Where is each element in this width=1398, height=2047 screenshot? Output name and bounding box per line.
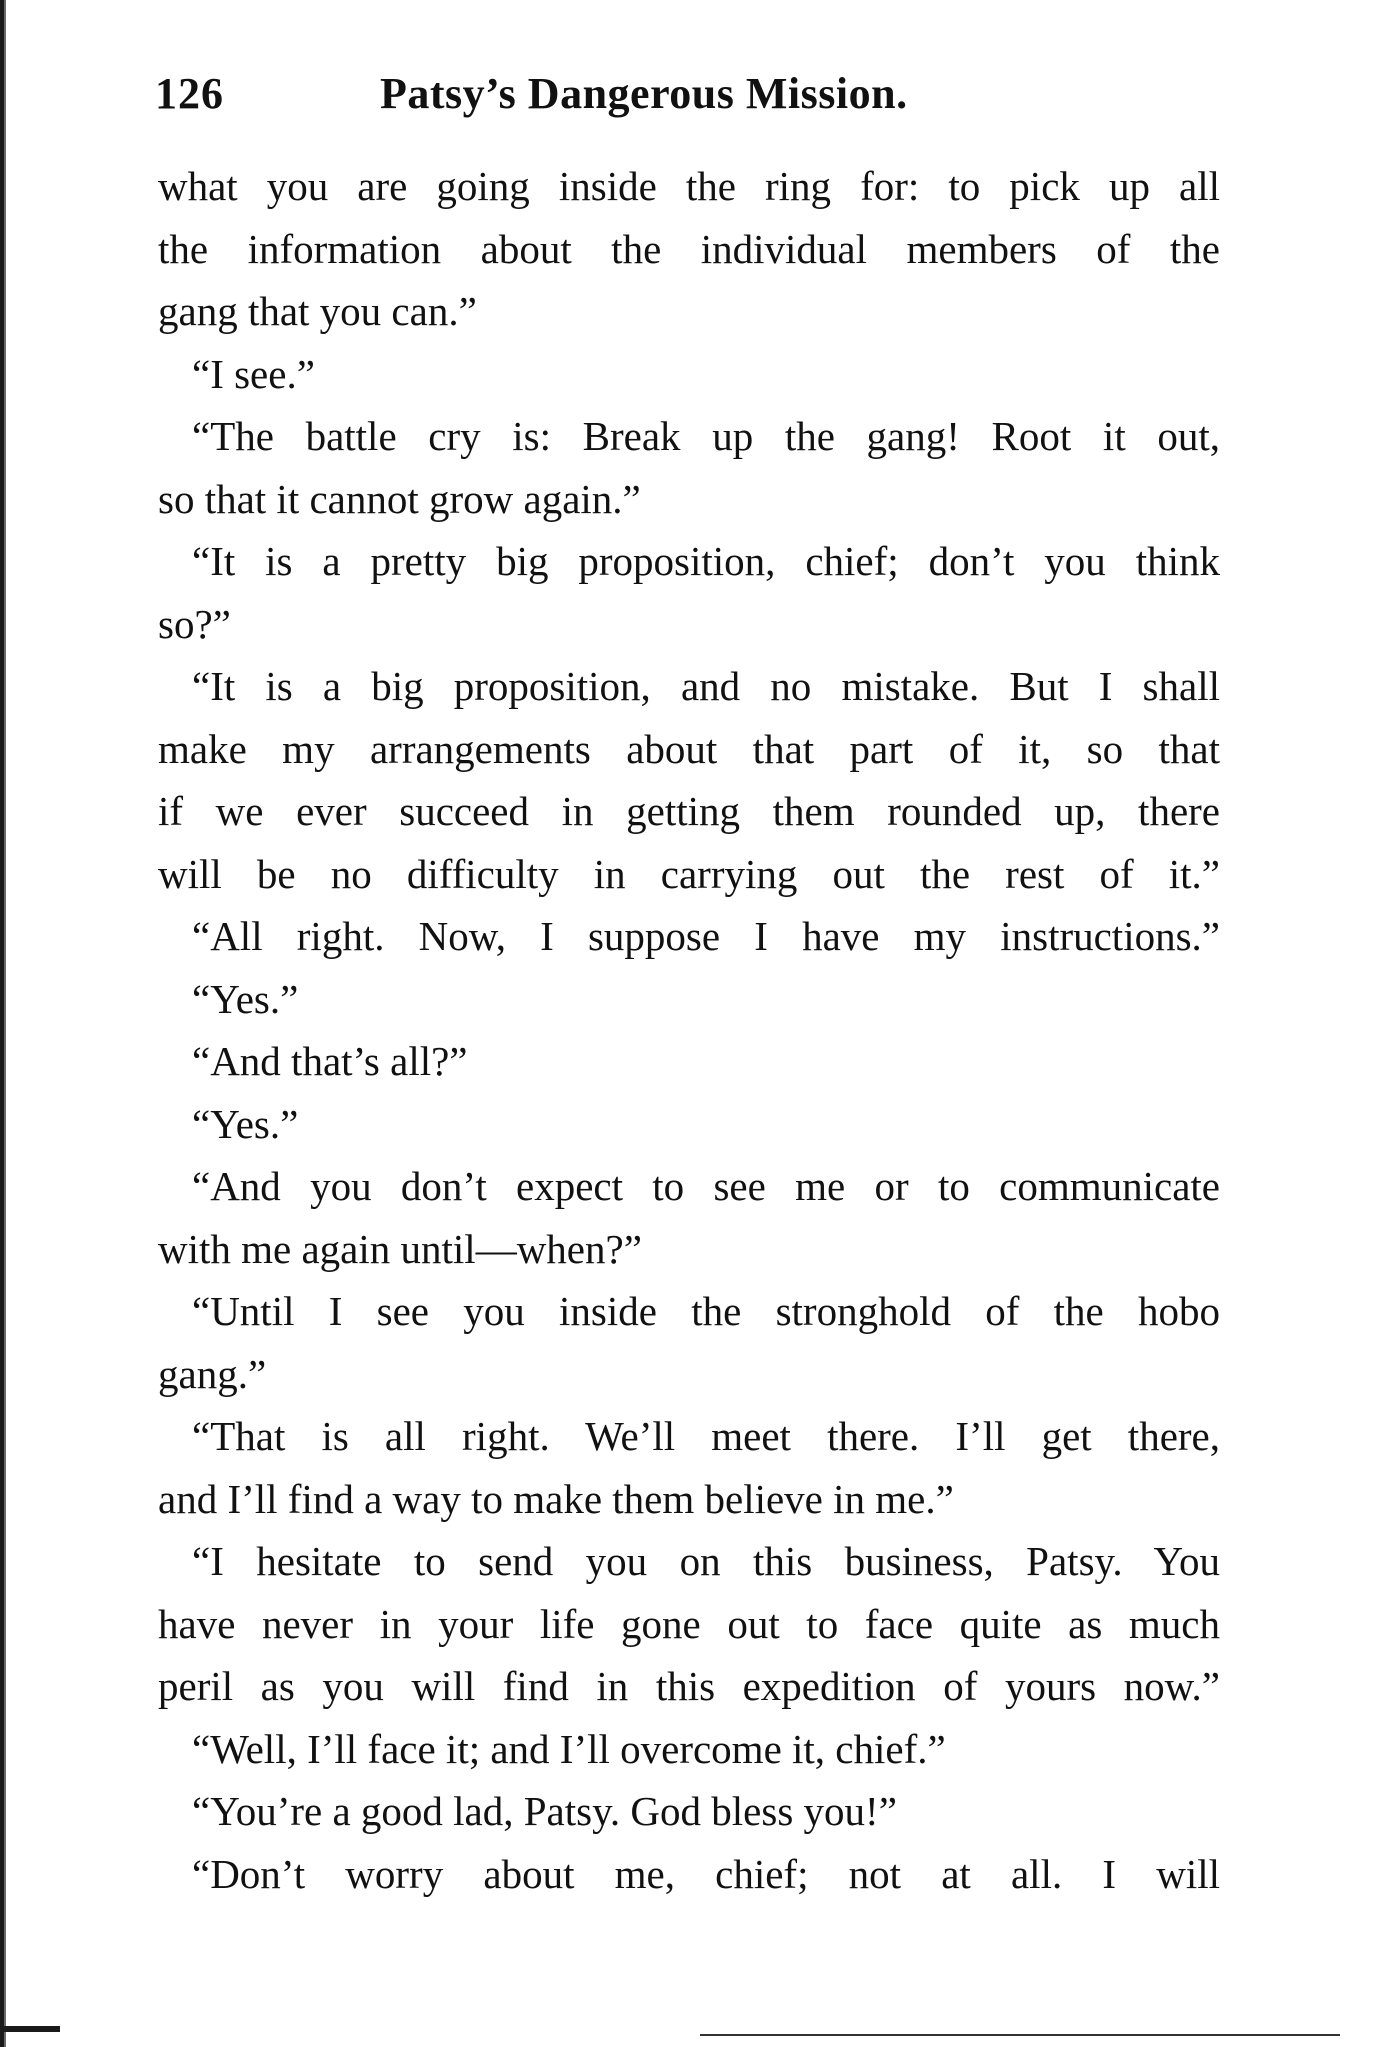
text-line: “Don’t worry about me, chief; not at all. I will — [192, 1850, 1220, 1897]
text-line: so that it cannot grow again.” — [158, 475, 641, 522]
text-line: “That is all right. We’ll meet there. I’ll get there, — [192, 1413, 1220, 1459]
body-text — [158, 155, 1220, 1905]
text-line: if we ever succeed in getting them rounded up, there — [158, 788, 1220, 834]
binding-edge — [0, 0, 8, 2047]
running-title: Patsy’s Dangerous Mission. — [380, 69, 908, 118]
running-head — [155, 60, 1235, 130]
text-line: “Until I see you inside the stronghold of the hobo — [192, 1288, 1220, 1334]
text-line: peril as you will find in this expedition of yours now.” — [158, 1663, 1220, 1709]
text-line: make my arrangements about that part of it, so that — [158, 725, 1220, 772]
text-line: so?” — [158, 600, 231, 647]
text-line: “All right. Now, I suppose I have my instructions.” — [192, 913, 1220, 959]
text-line: “Yes.” — [192, 975, 299, 1022]
bottom-rule — [700, 2034, 1340, 2036]
text-line: “You’re a good lad, Patsy. God bless you!” — [192, 1788, 897, 1834]
text-line: “Yes.” — [192, 1100, 299, 1147]
text-line: will be no difficulty in carrying out the rest of it.” — [158, 850, 1220, 897]
text-line: “And that’s all?” — [192, 1038, 468, 1084]
text-line: what you are going inside the ring for: to pick up all — [158, 163, 1220, 209]
text-line: “I hesitate to send you on this business, Patsy. You — [192, 1538, 1220, 1584]
text-line: gang.” — [158, 1350, 267, 1397]
text-line: “It is a big proposition, and no mistake. But I shall — [192, 663, 1220, 709]
text-line: “I see.” — [192, 350, 315, 397]
text-line: “Well, I’ll face it; and I’ll overcome it, chief.” — [192, 1725, 946, 1772]
binding-foot — [0, 2026, 60, 2032]
text-line: have never in your life gone out to face quite as much — [158, 1600, 1220, 1647]
page-number: 126 — [155, 69, 224, 118]
text-line: and I’ll find a way to make them believe in me.” — [158, 1475, 954, 1522]
text-line: “It is a pretty big proposition, chief; don’t you think — [192, 538, 1220, 584]
text-line: the information about the individual members of the — [158, 225, 1220, 272]
text-line: “And you don’t expect to see me or to communicate — [192, 1163, 1220, 1209]
text-line: “The battle cry is: Break up the gang! Root it out, — [192, 413, 1220, 459]
text-line: gang that you can.” — [158, 288, 477, 334]
text-line: with me again until—when?” — [158, 1225, 642, 1272]
